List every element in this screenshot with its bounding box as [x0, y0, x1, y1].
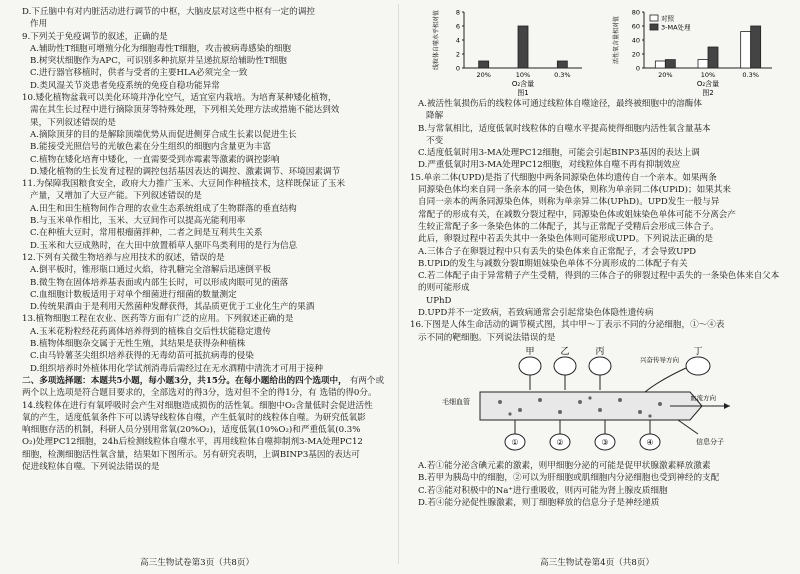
legend-swatch	[650, 15, 658, 21]
svg-text:兴奋传导方向: 兴奋传导方向	[640, 355, 679, 364]
y-tick-label: 40	[631, 36, 640, 45]
bar	[479, 61, 489, 68]
svg-text:丁: 丁	[693, 346, 703, 357]
y-tick-label: 4	[455, 36, 460, 45]
question-14-stem: 14.线粒体在进行有氧呼吸时会产生对细胞造成损伤的活性氧。细胞中O₂含量低时会促进活性 氧的产生，适度低氧条件下可以诱导线粒体自噬，产生低氧时的线粒体自噬。为研究低氧影 响细胞存活的机制，科研人员分别用常氧(20%O₂)，适度低氧(10%O₂)和严重低氧(0.3% O₂)处理PC12细胞，24h后检测线粒体自噬水平，再用线粒体自噬抑制剂3-MA处理PC12 细胞，检测细胞活性氧含量，结果如下图所示。另有研究表明，上调BINP3基因的表达可 促进线粒体自噬。下列说法错误的是	[22, 400, 373, 472]
page-divider	[398, 4, 399, 564]
svg-text:毛细血管: 毛细血管	[442, 397, 470, 406]
x-axis-label: O₂含量	[511, 80, 535, 88]
svg-text:甲: 甲	[525, 346, 535, 357]
y-tick-label: 0	[455, 64, 460, 73]
svg-text:血流方向: 血流方向	[690, 393, 716, 402]
footer-left-page: 高三生物试卷第3页（共8页）	[140, 558, 255, 568]
svg-text:②: ②	[556, 437, 564, 447]
question-14-options: A.被活性氧损伤后的线粒体可通过线粒体自噬途径，最终被细胞中的溶酶体 降解 B.与常氧相比，适度低氧时线粒体的自噬水平提高使得细胞内活性氧含量基本 不变 C.适度低氧时用3-MA处理PC12细胞，可能会引起BINP3基因的表达上调 D.严重低氧时用3-MA处理PC12细胞，对线粒体自噬不再有抑制效应	[418, 99, 711, 171]
svg-text:④: ④	[646, 437, 654, 447]
legend-swatch	[650, 24, 658, 30]
question-16-options: A.若①能分泌含碘元素的激素，则甲细胞分泌的可能是促甲状腺激素释放激素 B.若甲为胰岛中的细胞，②可以为肝细胞或肌细胞内分泌细胞也受到神经的支配 C.若③能对积极中的Na⁺进行重吸收，则丙可能为肾上腺皮质细胞 D.若④能分泌促性腺激素，则丁细胞释放的信息分子是神经递质	[418, 460, 720, 508]
y-tick-label: 0	[635, 64, 640, 73]
regulation-diagram-svg	[440, 346, 740, 458]
figure-charts	[410, 6, 782, 96]
footer-right-page: 高三生物试卷第4页（共8页）	[540, 558, 655, 568]
left-page	[22, 6, 390, 473]
section-2-heading: 二、多项选择题：本题共5小题，每小题3分，共15分。在每小题给出的四个选项中， 有两个或两个以上选项是符合题目要求的，全部选对的得3分，选对但不全的得1分，有 选错的得0分。	[22, 375, 385, 399]
right-page	[410, 6, 782, 509]
y-tick-label: 80	[631, 8, 640, 17]
question-13: 13.植物细胞工程在农业、医药等方面有广泛的应用。下列叙述正确的是 A.玉米花粉粒经花药离体培养得到的植株自交后性状能稳定遗传 B.植物体细胞杂交属于无性生殖，其结果是获得杂种植株 C.由马铃薯茎尖组织培养获得的无毒幼苗可抵抗病毒的侵染 D.组织培养时外植体用化学试剂消毒后需经过在无水酒精中清洗才可用于接种	[22, 314, 323, 374]
bar	[708, 47, 718, 68]
bar	[518, 26, 528, 68]
x-tick-label: 0.3%	[742, 71, 759, 79]
x-tick-label: 10%	[515, 71, 531, 79]
chart-2-svg	[610, 6, 780, 96]
x-tick-label: 20%	[476, 71, 491, 79]
y-tick-label: 6	[455, 22, 460, 31]
question-9: 9.下列关于免疫调节的叙述，正确的是 A.辅助性T细胞可增殖分化为细胞毒性T细胞，攻击被病毒感染的细胞 B.树突状细胞作为APC，可识别多种抗原并呈递抗原给辅助性T细胞 C.进行器官移植时，供者与受者的主要HLA必须完全一致 D.类风湿关节炎患者免疫系统的免疫自稳功能异常	[22, 31, 292, 91]
question-12: 12.下列有关微生物培养与应用技术的叙述，错误的是 A.倒平板时，锥形瓶口通过火焰，待乳糖完全溶解后迅速倒平板 B.微生物在固体培养基表面或内部生长时，可以形成肉眼可见的菌落 C.血细胞计数板适用于对单个细菌进行细菌的数量测定 D.传统果酒由于是利用天然菌种发酵获得，其品质更优于工业化生产的果酒	[22, 252, 315, 313]
capillary	[442, 392, 730, 420]
y-tick-label: 8	[455, 8, 460, 17]
question-15: 15.单亲二体(UPD)是指了代细胞中两条同源染色体均遗传自一个亲本。如果两条 同源染色体均来自同一条亲本的同一染色体，则称为单亲同二体(UPiD)；如果其来 自同一亲本的两条同源染色体，则称为单亲异二体(UPhD)。UPD发生一般与异 常配子的形成有关，在减数分裂过程中，同源染色体或姐妹染色单体可能不分离会产 生较正常配子多一条染色体的二体配子，其与正常配子受精后会形成三体合子。 此后，卵裂过程中若丢失其中一条染色体则可能形成UPD。下列说法正确的是 A.三体合子在卵裂过程中只有丢失的染色体来自正常配子，才会导致UPD B.UPiD的发生与减数分裂Ⅱ期姐妹染色单体不分离形成的二体配子有关 C.若二体配子由于异常精子产生受精，得到的三体合子的卵裂过程中丢失的一条染色体来自父本的则可能形成 UPhD D.UPD并不一定致病，若致病通常会引起常染色体隐性遗传病	[410, 172, 780, 319]
x-tick-label: 0.3%	[554, 71, 571, 79]
legend-label: 3-MA处理	[661, 23, 691, 32]
signal-molecule-label	[678, 420, 724, 446]
question-16-stem: 16.下图是人体生命活动的调节模式图，其中甲～丁表示不同的分泌细胞，①～④表 示不同的靶细胞。下列说法错误的是	[410, 320, 725, 343]
bar	[557, 61, 567, 68]
x-tick-label: 20%	[658, 71, 673, 79]
bar	[751, 26, 761, 68]
cell-jia	[519, 346, 541, 390]
bar	[665, 60, 675, 68]
target-cell-4	[640, 420, 660, 450]
chart-title: 图1	[517, 89, 529, 96]
regulation-diagram	[410, 346, 782, 458]
y-tick-label: 60	[631, 22, 640, 31]
chart-figure-2	[610, 6, 780, 100]
svg-text:乙: 乙	[560, 346, 570, 357]
legend-label: 对照	[661, 14, 674, 23]
target-cell-2	[550, 420, 570, 450]
svg-text:丙: 丙	[595, 346, 605, 357]
neuron-ding	[640, 346, 710, 392]
cell-yi	[554, 346, 576, 390]
y-axis-label: 活性氧含量相对值	[613, 15, 620, 65]
question-10: 10.矮化植物盆栽可以美化环境并净化空气，适宜室内栽培。为培育某种矮化植物， 需在其生长过程中进行摘除顶芽等特殊处理，下列相关处理方法或措施不能达到效 果，下列叙述错误的是 A.摘除顶芽的目的是解除顶端优势从而促进侧芽合成生长素以促进生长 B.能接受光照信号的光敏色素在分生组织的细胞内含量更为丰富 C.植物在矮化培育中矮化，一直需要受到赤霉素等激素的调控影响 D.矮化植物的生长发育过程的调控包括基因表达的调控、激素调节、环境因素调节	[22, 93, 341, 177]
cell-bing	[589, 346, 611, 390]
x-tick-label: 10%	[700, 71, 716, 79]
bar	[655, 61, 665, 68]
chart-title: 图2	[702, 89, 714, 96]
question-8-option-d: D.下丘脑中有对内脏活动进行调节的中枢，大脑皮层对这些中枢有一定的调控 作用	[22, 7, 315, 30]
x-axis-label: O₂含量	[696, 80, 720, 88]
target-cell-1	[505, 420, 525, 450]
target-cell-3	[595, 420, 615, 450]
y-tick-label: 20	[631, 50, 640, 59]
bar	[698, 60, 708, 68]
y-axis-label: 线粒体自噬水平相对值	[433, 9, 440, 71]
svg-text:①: ①	[511, 437, 519, 447]
svg-text:③: ③	[601, 437, 609, 447]
chart-figure-1	[430, 6, 590, 100]
svg-text:信息分子: 信息分子	[696, 437, 724, 446]
bar	[741, 32, 751, 68]
y-tick-label: 2	[455, 50, 460, 59]
question-11: 11.为保障我国粮食安全，政府大力推广玉米、大豆间作种植技术，这样既保证了玉米 产量，又增加了大豆产能。下列叙述错误的是 A.田生和田生植物间作合理的农业生态系统组成了生物群落的垂直结构 B.与玉米单作相比，玉米、大豆间作可以提高光能利用率 C.在种植大豆时，常用根瘤菌拌种，二者之间是互利共生关系 D.玉米和大豆成熟时，在大田中放置稻草人驱吓鸟类利用的是行为信息	[22, 179, 346, 251]
chart-1-svg	[430, 6, 590, 96]
